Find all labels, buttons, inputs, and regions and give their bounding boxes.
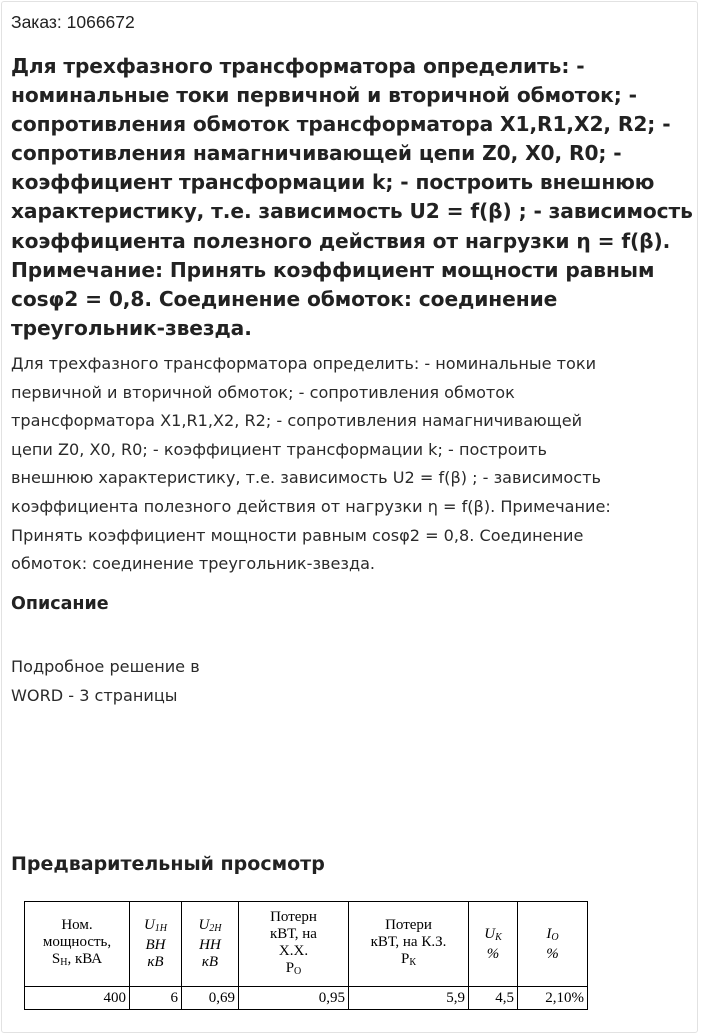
transformer-data-table xyxy=(24,901,588,1010)
header-power: Ном. мощность, $S_Н$, кВА xyxy=(25,902,130,987)
header-idle-losses: Потерн кВТ, на Х.Х. $Р_О$ xyxy=(239,902,349,987)
task-description-line: Для трехфазного трансформатора определить: - номинальные токи xyxy=(11,354,597,373)
table-cell: 0,95 xyxy=(239,987,349,1010)
task-description-line: коэффициента полезного действия от нагрузки η = f(β). Примечание: xyxy=(11,496,611,516)
table-row xyxy=(25,987,588,1010)
table-cell: 2,10% xyxy=(518,987,588,1010)
header-u2n: $U_{2Н}$ НН кВ xyxy=(182,902,239,987)
page-title: Для трехфазного трансформатора определить: - номинальные токи первичной и вторичной обмоток; - сопротивления обмоток трансформатора X1,R1,X2, R2; - сопротивления намагничивающей цепи Z0, X0, R0; - коэффициент трансформации k; - построить внешнюю характеристику, т.е. зависимость U2 = f(β) ; - зависимость коэффициента полезного действия от нагрузки η = f(β). Примечание: Принять коэффициент мощности равным cosφ2 = 0,8. Соединение обмоток: соединение треугольник-звезда. xyxy=(11,54,693,340)
preview-heading: Предварительный просмотр xyxy=(11,853,325,875)
task-description-line: обмоток: соединение треугольник-звезда. xyxy=(11,554,376,574)
table-cell: 6 xyxy=(130,987,182,1010)
description-text xyxy=(11,653,200,710)
task-description-line: Принять коэффициент мощности равным cosφ2 = 0,8. Соединение xyxy=(11,525,584,545)
table-cell: 400 xyxy=(25,987,130,1010)
preview-image xyxy=(24,901,587,1014)
header-short-circuit-losses: Потери кВТ, на К.З. $Р_К$ xyxy=(349,902,469,987)
description-heading: Описание xyxy=(11,594,109,614)
task-description-line: цепи Z0, X0, R0; - коэффициент трансформации k; - построить xyxy=(11,439,547,459)
table-cell: 5,9 xyxy=(349,987,469,1010)
header-u1n: $U_{1Н}$ ВН кВ xyxy=(130,902,182,987)
task-description-line: внешнюю характеристику, т.е. зависимость U2 = f(β) ; - зависимость xyxy=(11,468,601,488)
header-uk: $U_К$ % xyxy=(469,902,518,987)
table-cell: 0,69 xyxy=(182,987,239,1010)
header-io: $I_О$ % xyxy=(518,902,588,987)
task-description-line: трансформатора X1,R1,X2, R2; - сопротивления намагничивающей xyxy=(11,411,583,431)
description-line: Подробное решение в xyxy=(11,657,200,676)
task-description xyxy=(11,350,696,579)
table-cell: 4,5 xyxy=(469,987,518,1010)
description-line: WORD - 3 страницы xyxy=(11,685,178,705)
task-description-line: первичной и вторичной обмоток; - сопротивления обмоток xyxy=(11,382,515,402)
order-number: Заказ: 1066672 xyxy=(11,12,135,32)
content-card xyxy=(1,1,698,1033)
table-header-row xyxy=(25,902,588,987)
